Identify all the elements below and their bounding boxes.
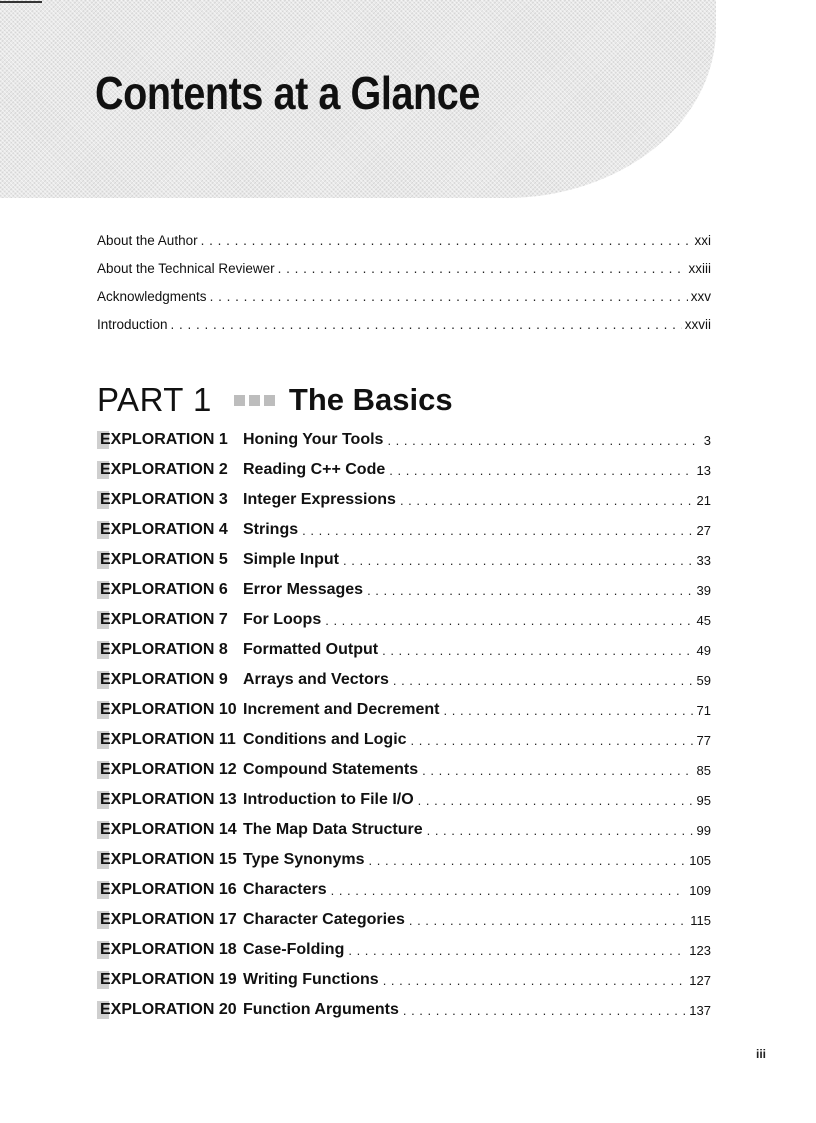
page-number: 137 xyxy=(689,1002,711,1018)
exploration-label: EXPLORATION 10 xyxy=(97,701,243,719)
page-number: 59 xyxy=(696,672,711,688)
leader-dots xyxy=(171,317,682,332)
page-number: 71 xyxy=(696,702,711,718)
chapter-title: Increment and Decrement xyxy=(243,701,440,718)
page-number: 49 xyxy=(696,642,711,658)
toc-entry[interactable] xyxy=(97,233,711,261)
toc-entry[interactable] xyxy=(97,261,711,289)
leader-dots xyxy=(444,703,693,718)
exploration-label: EXPLORATION 16 xyxy=(97,881,243,899)
exploration-label: EXPLORATION 19 xyxy=(97,971,243,989)
exploration-label: EXPLORATION 18 xyxy=(97,941,243,959)
page-folio: iii xyxy=(756,1047,767,1061)
exploration-label: EXPLORATION 11 xyxy=(97,731,243,749)
leader-dots xyxy=(331,883,686,898)
chapter-title: Writing Functions xyxy=(243,971,379,988)
page-number: 123 xyxy=(689,942,711,958)
exploration-label: EXPLORATION 3 xyxy=(97,491,243,509)
exploration-label: EXPLORATION 5 xyxy=(97,551,243,569)
leader-dots xyxy=(403,1003,685,1018)
exploration-label: EXPLORATION 9 xyxy=(97,671,243,689)
leader-dots xyxy=(418,793,693,808)
exploration-entry[interactable] xyxy=(97,815,711,845)
exploration-entry[interactable] xyxy=(97,845,711,875)
page-number: 33 xyxy=(696,552,711,568)
exploration-entry[interactable] xyxy=(97,665,711,695)
exploration-entry[interactable] xyxy=(97,995,711,1025)
exploration-entry[interactable] xyxy=(97,875,711,905)
leader-dots xyxy=(400,493,693,508)
page-number: 27 xyxy=(696,522,711,538)
chapter-title: The Map Data Structure xyxy=(243,821,423,838)
square-ornament xyxy=(234,395,245,406)
page-number: xxv xyxy=(690,289,711,304)
exploration-entry[interactable] xyxy=(97,575,711,605)
exploration-label: EXPLORATION 17 xyxy=(97,911,243,929)
exploration-entry[interactable] xyxy=(97,965,711,995)
part-separator-squares xyxy=(234,395,275,406)
exploration-label: EXPLORATION 2 xyxy=(97,461,243,479)
leader-dots xyxy=(343,553,693,568)
page-number: 99 xyxy=(696,822,711,838)
exploration-label: EXPLORATION 20 xyxy=(97,1001,243,1019)
front-matter-list xyxy=(97,233,711,345)
entry-title: About the Technical Reviewer xyxy=(97,261,275,276)
exploration-label: EXPLORATION 1 xyxy=(97,431,243,449)
part-heading xyxy=(97,380,453,420)
exploration-label: EXPLORATION 8 xyxy=(97,641,243,659)
exploration-entry[interactable] xyxy=(97,425,711,455)
page-number: 85 xyxy=(696,762,711,778)
page-number: 3 xyxy=(703,432,711,448)
exploration-label: EXPLORATION 15 xyxy=(97,851,243,869)
page-number: 115 xyxy=(690,912,711,928)
leader-dots xyxy=(325,613,692,628)
exploration-entry[interactable] xyxy=(97,515,711,545)
page-number: 39 xyxy=(696,582,711,598)
exploration-entry[interactable] xyxy=(97,905,711,935)
chapter-title: Compound Statements xyxy=(243,761,419,778)
exploration-list xyxy=(97,425,711,1025)
exploration-label: EXPLORATION 13 xyxy=(97,791,243,809)
leader-dots xyxy=(302,523,692,538)
chapter-title: Honing Your Tools xyxy=(243,431,384,448)
page-number: xxiii xyxy=(688,261,711,276)
toc-entry[interactable] xyxy=(97,317,711,345)
chapter-title: Introduction to File I/O xyxy=(243,791,414,808)
page-number: 13 xyxy=(696,462,711,478)
chapter-title: Strings xyxy=(243,521,299,538)
exploration-label: EXPLORATION 4 xyxy=(97,521,243,539)
leader-dots xyxy=(382,643,692,658)
exploration-entry[interactable] xyxy=(97,935,711,965)
page-title: Contents at a Glance xyxy=(95,67,480,119)
entry-title: About the Author xyxy=(97,233,198,248)
exploration-label: EXPLORATION 6 xyxy=(97,581,243,599)
chapter-title: Reading C++ Code xyxy=(243,461,386,478)
chapter-title: Arrays and Vectors xyxy=(243,671,389,688)
exploration-label: EXPLORATION 14 xyxy=(97,821,243,839)
leader-dots xyxy=(387,433,699,448)
leader-dots xyxy=(369,853,686,868)
leader-dots xyxy=(427,823,693,838)
exploration-entry[interactable] xyxy=(97,455,711,485)
page-number: 21 xyxy=(696,492,711,508)
exploration-entry[interactable] xyxy=(97,725,711,755)
chapter-title: For Loops xyxy=(243,611,322,628)
page-number: xxi xyxy=(694,233,711,248)
chapter-title: Character Categories xyxy=(243,911,405,928)
chapter-title: Case-Folding xyxy=(243,941,345,958)
chapter-title: Function Arguments xyxy=(243,1001,399,1018)
page-number: 45 xyxy=(696,612,711,628)
leader-dots xyxy=(210,289,688,304)
exploration-label: EXPLORATION 7 xyxy=(97,611,243,629)
leader-dots xyxy=(422,763,692,778)
page-number: 105 xyxy=(689,852,711,868)
exploration-entry[interactable] xyxy=(97,755,711,785)
leader-dots xyxy=(411,733,693,748)
exploration-entry[interactable] xyxy=(97,635,711,665)
square-ornament xyxy=(264,395,275,406)
leader-dots xyxy=(389,463,692,478)
leader-dots xyxy=(348,943,685,958)
part-title: The Basics xyxy=(288,382,453,417)
exploration-label: EXPLORATION 12 xyxy=(97,761,243,779)
toc-entry[interactable] xyxy=(97,289,711,317)
entry-title: Introduction xyxy=(97,317,168,332)
leader-dots xyxy=(201,233,692,248)
page-number: xxvii xyxy=(684,317,711,332)
page-number: 109 xyxy=(689,882,711,898)
exploration-entry[interactable] xyxy=(97,785,711,815)
leader-dots xyxy=(278,261,686,276)
exploration-entry[interactable] xyxy=(97,695,711,725)
exploration-entry[interactable] xyxy=(97,545,711,575)
exploration-entry[interactable] xyxy=(97,485,711,515)
chapter-title: Characters xyxy=(243,881,327,898)
chapter-title: Type Synonyms xyxy=(243,851,365,868)
exploration-entry[interactable] xyxy=(97,605,711,635)
entry-title: Acknowledgments xyxy=(97,289,207,304)
square-ornament xyxy=(249,395,260,406)
page-number: 127 xyxy=(689,972,711,988)
chapter-title: Simple Input xyxy=(243,551,339,568)
corner-rule xyxy=(0,1,42,3)
leader-dots xyxy=(367,583,692,598)
chapter-title: Formatted Output xyxy=(243,641,379,658)
page-number: 95 xyxy=(696,792,711,808)
leader-dots xyxy=(409,913,686,928)
chapter-title: Integer Expressions xyxy=(243,491,396,508)
chapter-title: Error Messages xyxy=(243,581,364,598)
part-label: PART 1 xyxy=(97,381,212,418)
chapter-title: Conditions and Logic xyxy=(243,731,407,748)
page-number: 77 xyxy=(696,732,711,748)
leader-dots xyxy=(383,973,686,988)
leader-dots xyxy=(393,673,693,688)
